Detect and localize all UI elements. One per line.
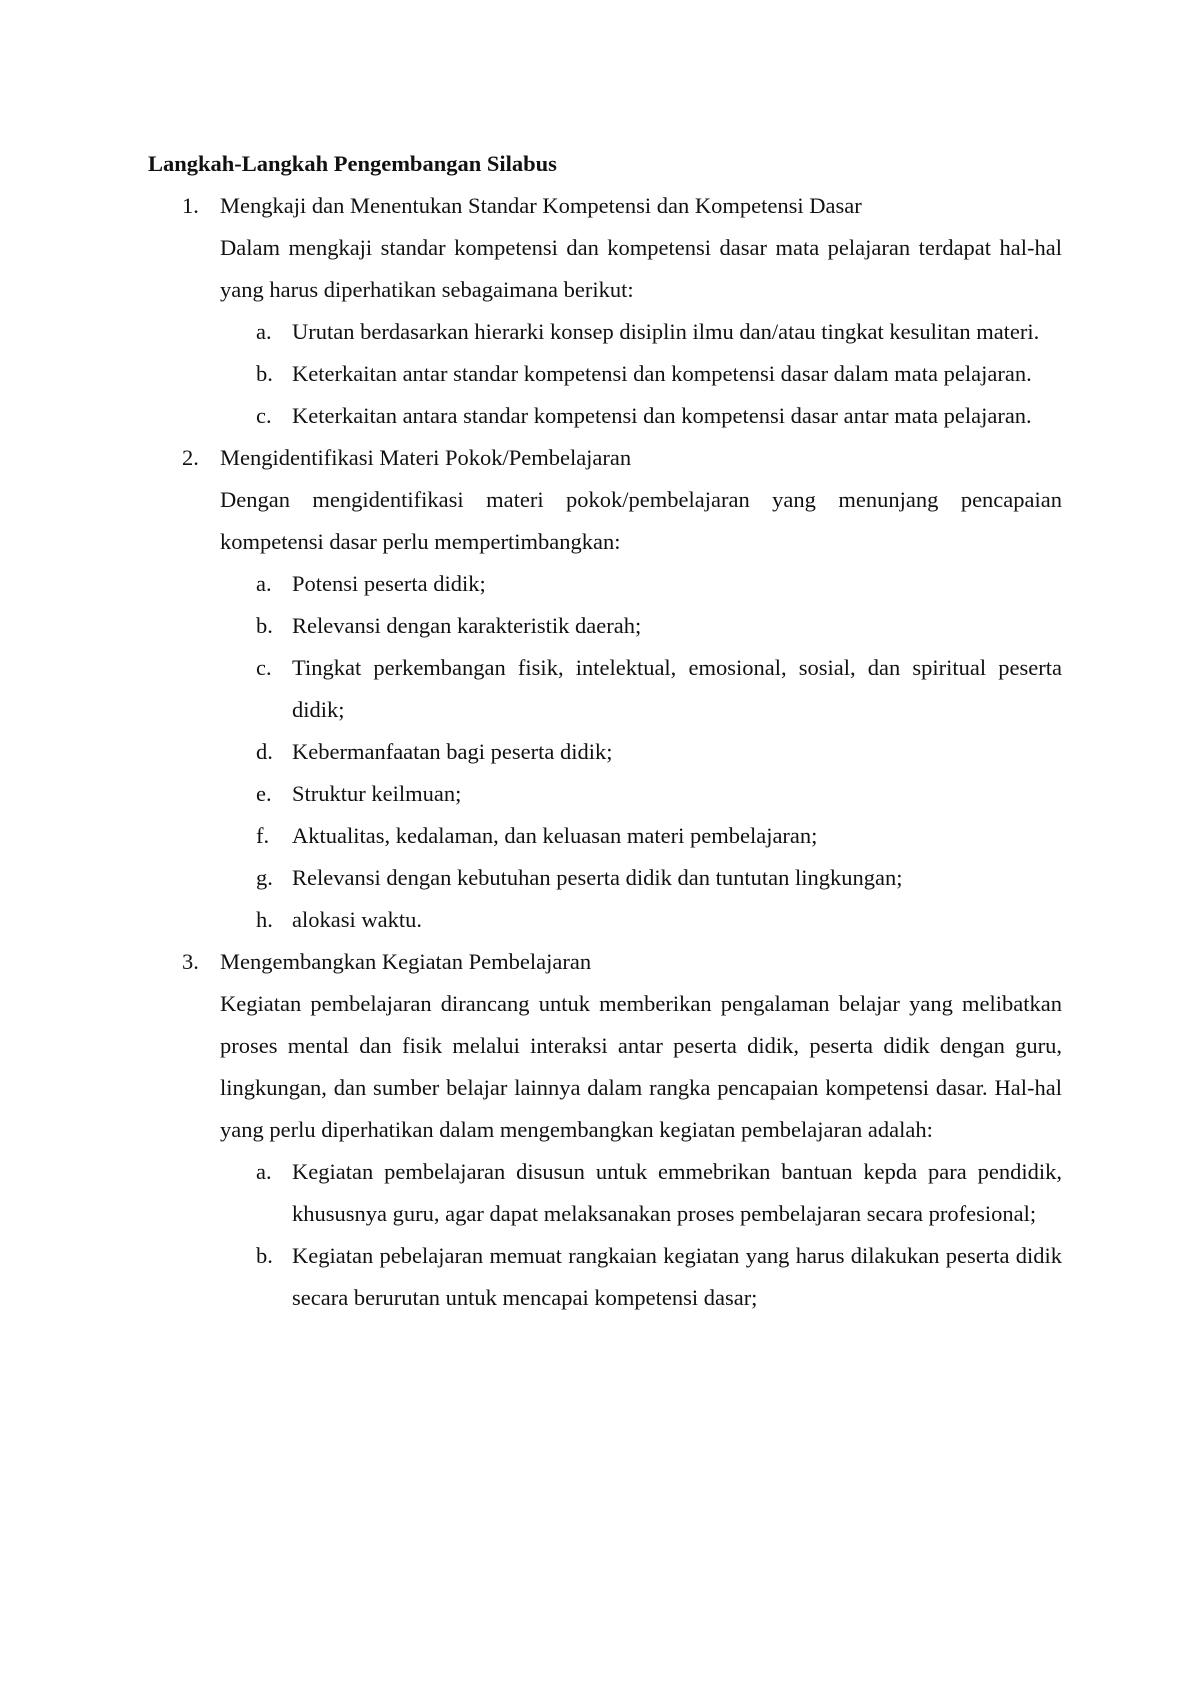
item-text: Kegiatan pembelajaran disusun untuk emmebrikan bantuan kepda para pendidik, khususnya guru, agar dapat melaksanakan proses pembelajaran secara profesional; <box>292 1159 1062 1226</box>
list-item <box>220 857 1062 899</box>
item-letter: e. <box>256 781 272 806</box>
list-item <box>220 1235 1062 1319</box>
item-letter: d. <box>256 739 273 764</box>
list-item <box>220 563 1062 605</box>
list-item <box>220 647 1062 731</box>
item-letter: a. <box>256 319 272 344</box>
list-item <box>220 353 1062 395</box>
item-letter: a. <box>256 571 272 596</box>
step-1-items <box>220 311 1062 437</box>
step-number: 3. <box>182 949 199 974</box>
step-paragraph: Dalam mengkaji standar kompetensi dan kompetensi dasar mata pelajaran terdapat hal-hal yang harus diperhatikan sebagaimana berikut: <box>220 235 1062 302</box>
list-item <box>220 605 1062 647</box>
item-text: Potensi peserta didik; <box>292 571 486 596</box>
list-item <box>220 311 1062 353</box>
item-text: Struktur keilmuan; <box>292 781 462 806</box>
step-1 <box>148 185 1062 437</box>
item-letter: f. <box>256 823 270 848</box>
step-2 <box>148 437 1062 941</box>
step-3 <box>148 941 1062 1319</box>
item-letter: c. <box>256 403 272 428</box>
step-heading: Mengembangkan Kegiatan Pembelajaran <box>220 949 592 974</box>
step-number: 2. <box>182 445 199 470</box>
item-letter: b. <box>256 613 273 638</box>
item-text: Kebermanfaatan bagi peserta didik; <box>292 739 613 764</box>
step-paragraph: Dengan mengidentifikasi materi pokok/pembelajaran yang menunjang pencapaian kompetensi dasar perlu mempertimbangkan: <box>220 487 1062 554</box>
step-2-items <box>220 563 1062 941</box>
step-heading: Mengidentifikasi Materi Pokok/Pembelajaran <box>220 445 632 470</box>
item-letter: c. <box>256 655 272 680</box>
item-text: alokasi waktu. <box>292 907 422 932</box>
item-text: Keterkaitan antara standar kompetensi dan kompetensi dasar antar mata pelajaran. <box>292 403 1032 428</box>
document-title: Langkah-Langkah Pengembangan Silabus <box>148 151 557 176</box>
item-letter: g. <box>256 865 273 890</box>
item-text: Relevansi dengan karakteristik daerah; <box>292 613 642 638</box>
item-text: Urutan berdasarkan hierarki konsep disiplin ilmu dan/atau tingkat kesulitan materi. <box>292 319 1040 344</box>
steps-list <box>148 185 1062 1319</box>
item-letter: b. <box>256 1243 273 1268</box>
list-item <box>220 395 1062 437</box>
item-letter: a. <box>256 1159 272 1184</box>
list-item <box>220 731 1062 773</box>
item-text: Aktualitas, kedalaman, dan keluasan materi pembelajaran; <box>292 823 818 848</box>
item-text: Kegiatan pebelajaran memuat rangkaian kegiatan yang harus dilakukan peserta didik secara berurutan untuk mencapai kompetensi dasar; <box>292 1243 1062 1310</box>
document-content <box>148 143 1062 1319</box>
list-item <box>220 899 1062 941</box>
item-text: Tingkat perkembangan fisik, intelektual, emosional, sosial, dan spiritual peserta didik; <box>292 655 1062 722</box>
step-heading: Mengkaji dan Menentukan Standar Kompetensi dan Kompetensi Dasar <box>220 193 862 218</box>
item-letter: h. <box>256 907 273 932</box>
item-text: Keterkaitan antar standar kompetensi dan kompetensi dasar dalam mata pelajaran. <box>292 361 1032 386</box>
step-number: 1. <box>182 193 199 218</box>
list-item <box>220 1151 1062 1235</box>
item-letter: b. <box>256 361 273 386</box>
step-paragraph: Kegiatan pembelajaran dirancang untuk memberikan pengalaman belajar yang melibatkan proses mental dan fisik melalui interaksi antar peserta didik, peserta didik dengan guru, lingkungan, dan sumber belajar lainnya dalam rangka pencapaian kompetensi dasar. Hal-hal yang perlu diperhatikan dalam mengembangkan kegiatan pembelajaran adalah: <box>220 991 1062 1142</box>
step-3-items <box>220 1151 1062 1319</box>
item-text: Relevansi dengan kebutuhan peserta didik dan tuntutan lingkungan; <box>292 865 903 890</box>
list-item <box>220 815 1062 857</box>
list-item <box>220 773 1062 815</box>
